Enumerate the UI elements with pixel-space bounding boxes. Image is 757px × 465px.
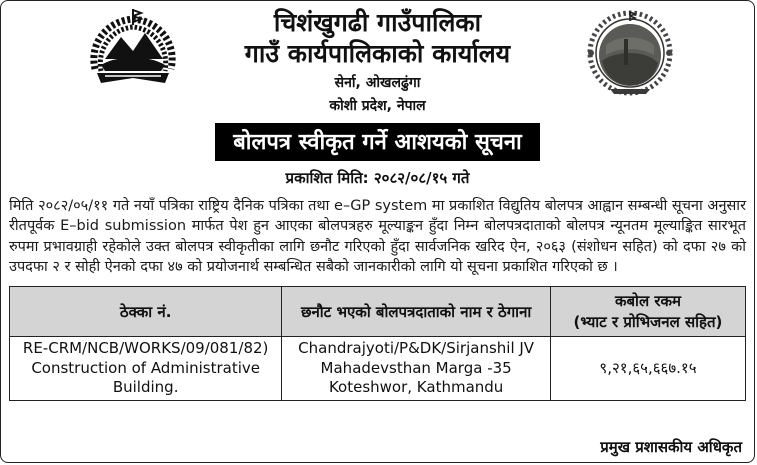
header-bidder-name [282, 287, 551, 337]
municipality-seal-icon [584, 5, 676, 97]
header-contract-no [10, 287, 282, 337]
header-quoted-amount [550, 287, 745, 337]
published-date: प्रकाशित मिति: २०८२/०८/१५ गते [285, 169, 470, 187]
document-header [9, 5, 746, 114]
notice-title-banner: बोलपत्र स्वीकृत गर्ने आशयको सूचना [215, 123, 540, 161]
header-amount-line1: कबोल रकम [614, 292, 681, 311]
cell-contract-no [10, 337, 282, 401]
contract-description: Construction of Administrative Building. [31, 358, 260, 397]
municipality-name: चिशंखुगढी गाउँपालिका [273, 8, 482, 37]
header-contract-no-label: ठेक्का नं. [119, 302, 172, 321]
contract-number: RE-CRM/NCB/WORKS/09/081/82) [22, 339, 269, 358]
bidder-address-line2: Koteshwor, Kathmandu [328, 378, 504, 397]
bid-award-table [9, 286, 746, 401]
signatory-title: प्रमुख प्रशासकीय अधिकृत [600, 438, 742, 456]
header-bidder-name-label: छनौट भएको बोलपत्रदाताको नाम र ठेगाना [300, 302, 532, 321]
cell-bidder [282, 337, 551, 401]
cell-amount: ९,२१,६५,६६७.१५ [550, 337, 745, 401]
table-header-row [10, 287, 746, 337]
address-line: सेर्ना, ओखलढुंगा [334, 74, 421, 91]
table-row [10, 337, 746, 401]
office-name: गाउँ कार्यपालिकाको कार्यालय [244, 39, 511, 69]
notice-body-paragraph: मिति २०८२/०५/११ गते नयाँ पत्रिका राष्ट्रिय दैनिक पत्रिका तथा e–GP system मा प्रकाशित विद्युतिय बोलपत्र आह्वान सम्बन्धी सूचना अनुसार रीतपूर्वक E–bid submission मार्फत पेश हुन आएका बोलपत्रहरु मूल्याङ्कन हुँदा निम्न बोलपत्रदाताको बोलपत्र न्यूनतम मूल्याङ्कित सारभूत रुपमा प्रभावग्राही रहेकोले उक्त बोलपत्र स्वीकृतीका लागि छनौट गरिएको हुँदा सार्वजनिक खरिद ऐन, २०६३ (संशोधन सहित) को दफा २७ को उपदफा २ र सोही ऐनको दफा ४७ को प्रयोजनार्थ सम्बन्धित सबैको जानकारीको लागि यो सूचना प्रकाशित गरिएको छ । [9, 198, 746, 275]
bidder-address-line1: Mahadevsthan Marga -35 [320, 358, 512, 377]
bidder-name: Chandrajyoti/P&DK/Sirjanshil JV [298, 339, 535, 358]
government-emblem-icon [81, 7, 185, 91]
header-amount-line2: (भ्याट र प्रोभिजनल सहित) [573, 312, 723, 331]
province-line: कोशी प्रदेश, नेपाल [329, 97, 426, 114]
banner-wrap [9, 123, 746, 161]
